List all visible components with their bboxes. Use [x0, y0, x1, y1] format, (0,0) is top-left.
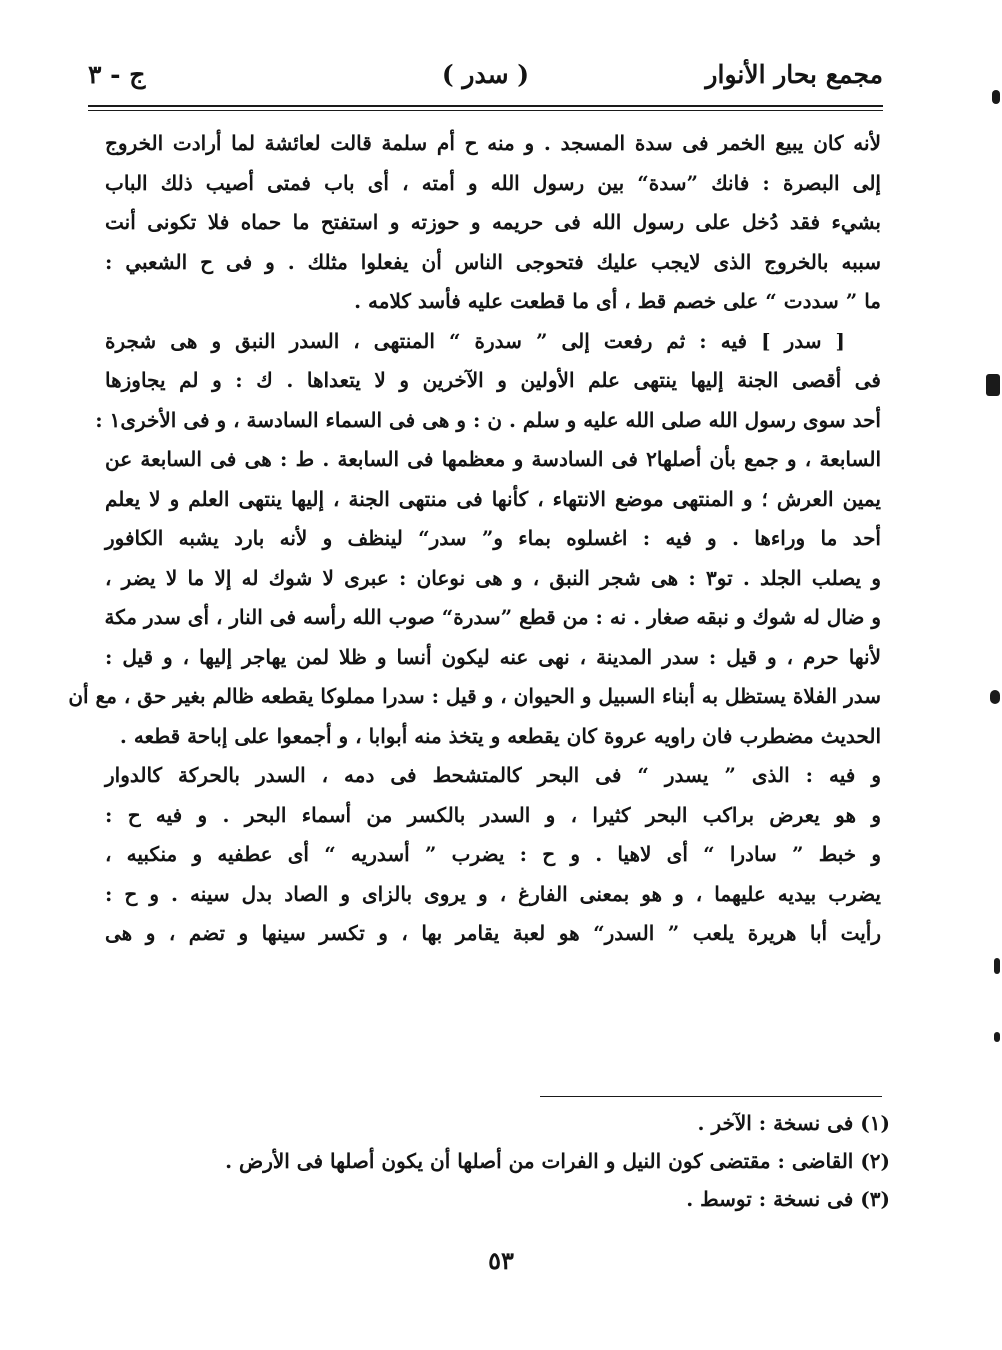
- text-line: و ضال له شوك و نبقه صغار . نه : من قطع ”سدرة“ صوب الله رأسه فى النار ، أى سدر مكة: [104, 605, 881, 629]
- text-line: أحد سوى رسول الله صلى الله عليه و سلم . ن : و هى فى السماء السادسة ، و فى الأخرى١ :: [95, 407, 881, 432]
- header-rule: [88, 105, 883, 107]
- footnote-2: (٢) القاضى : مقتضى كون النيل و الفرات من أصلها أن يكون أصلها فى الأرض .: [225, 1149, 890, 1173]
- footnote-3: (٣) فى نسخة : توسط .: [686, 1187, 890, 1211]
- body-text: [68, 124, 882, 954]
- text-line: ما ” سددت “ على خصم قط ، أى ما قطعت عليه فأسد كلامه .: [354, 289, 881, 313]
- entry-word: ( سدر ): [441, 60, 530, 89]
- scan-edge-mark: [986, 374, 1000, 396]
- text-line: لأنه كان يبيع الخمر فى سدة المسجد . و منه ح أم سلمة قالت لعائشة لما أرادت الخروج: [105, 131, 881, 155]
- header-rule-thin: [88, 110, 883, 111]
- text-line: لأنها حرم ، و قيل : سدر المدينة ، نهى عنه ليكون أنسا و ظلا لمن يهاجر إليها ، و قيل :: [105, 644, 881, 669]
- text-line: و يصلب الجلد . تو٣ : هى شجر النبق ، و هى نوعان : عبرى لا شوك له إلا ما لا يضر ،: [105, 565, 881, 590]
- volume-label: ج - ٣: [88, 60, 146, 89]
- text-line: و فيه : الذى ” يسدر “ فى البحر كالمتشحط فى دمه ، السدر بالحركة كالدوار: [105, 763, 882, 787]
- text-line: و هو يعرض براكب البحر كثيرا ، و السدر بالكسر من أسماء البحر . و فيه ح :: [105, 802, 881, 827]
- text-line: بشيء فقد دُخل على رسول الله فى حريمه و حوزته و استفتح ما حماه فلا تكونى أنت: [105, 210, 881, 234]
- book-title: مجمع بحار الأنوار: [705, 60, 883, 89]
- text-line: إلى البصرة : فانك ”سدة“ بين رسول الله و أمته ، أى باب فمتى أصيب ذلك الباب: [105, 170, 881, 195]
- text-line: سدر الفلاة يستظل به أبناء السبيل و الحيوان ، و قيل : سدرا مملوكا يقطعه ظالم بغير حق ، مع أن: [68, 684, 881, 708]
- scan-edge-mark: [994, 1032, 1000, 1042]
- scan-edge-mark: [992, 90, 1000, 104]
- footnote-rule: [540, 1096, 882, 1097]
- text-line: السابعة ، و جمع بأن أصلها٢ فى السادسة و معظمها فى السابعة . ط : هى فى السابعة عن: [105, 447, 881, 471]
- scan-edge-mark: [990, 690, 1000, 704]
- running-header: [88, 60, 883, 106]
- text-line: رأيت أبا هريرة يلعب ” السدر“ هو لعبة يقامر بها ، و تكسر سينها و تضم ، و هى: [105, 921, 881, 945]
- text-line: أحد ما وراءها . و فيه : اغسلوه بماء و” سدر“ لينظف و لأنه بارد يشبه الكافور: [105, 526, 881, 550]
- text-line: يضرب بيديه عليهما ، و هو بمعنى الفارغ ، و يروى بالزاى و الصاد بدل سينه . و ح :: [105, 881, 881, 906]
- scan-edge-mark: [994, 958, 1000, 974]
- text-line: فى أقصى الجنة إليها ينتهى علم الأولين و الآخرين و لا يتعداها . ك : و لم يجاوزها: [105, 368, 881, 392]
- text-line: سببه بالخروج الذى لايجب عليك فتحوجى الناس أن يفعلوا مثلك . و فى ح الشعبي :: [105, 249, 881, 274]
- page-number: ٥٣: [488, 1246, 514, 1275]
- text-line: يمين العرش ؛ و المنتهى موضع الانتهاء ، كأنها فى منتهى الجنة ، إليها ينتهى العلم و لا يعلم: [105, 486, 881, 511]
- footnote-1: (١) فى نسخة : الآخر .: [697, 1111, 890, 1135]
- text-line: [ سدر ] فيه : ثم رفعت إلى ” سدرة “ المنتهى ، السدر النبق و هى شجرة: [105, 328, 845, 353]
- text-line: و خبط ” سادرا “ أى لاهيا . و ح : يضرب ” أسدريه “ أى عطفيه و منكبيه ،: [105, 842, 881, 866]
- text-line: الحديث مضطرب فان راويه عروة كان يقطعه و يتخذ منه أبوابا ، و أجمعوا على إباحة قطعه .: [119, 723, 881, 748]
- footnotes: [105, 1104, 890, 1218]
